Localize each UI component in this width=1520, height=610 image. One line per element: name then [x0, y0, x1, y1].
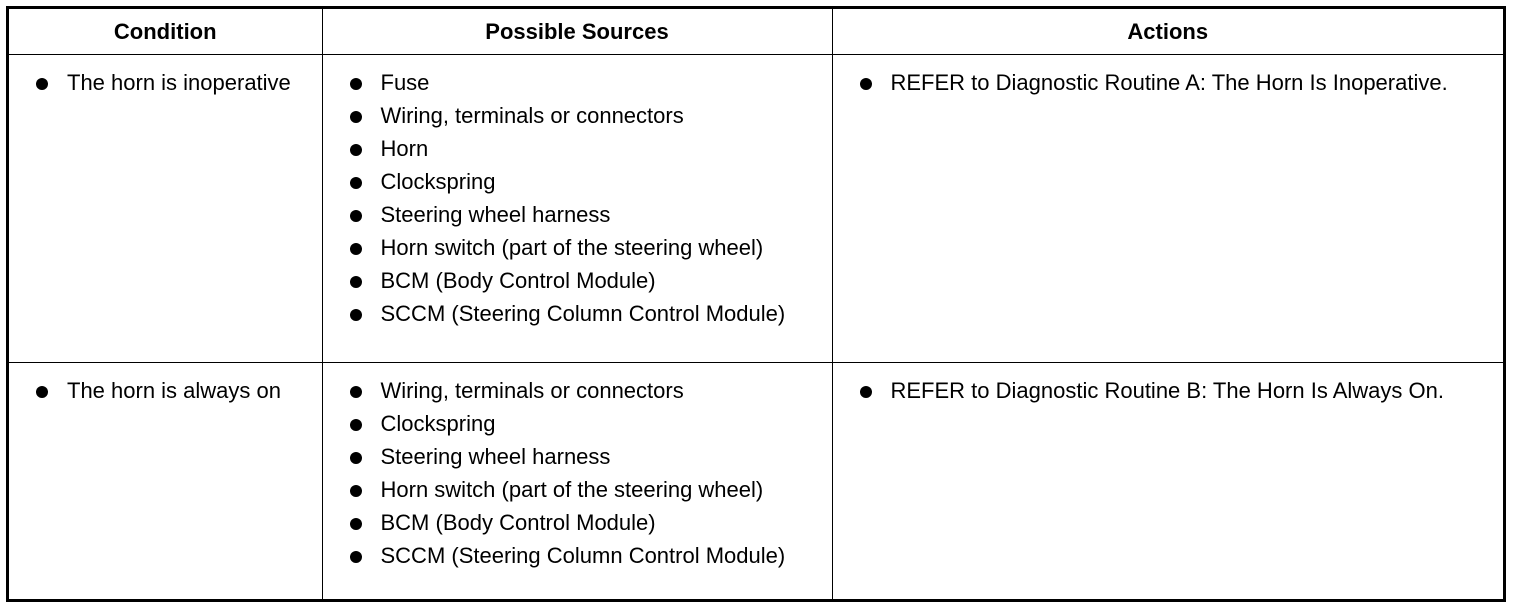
source-text: Fuse	[380, 69, 430, 95]
diagnostic-table-container	[6, 6, 1506, 602]
bullet-icon	[350, 144, 362, 156]
list-item	[33, 376, 314, 406]
sources-list	[323, 363, 832, 571]
action-list	[833, 55, 1504, 98]
source-text: Horn	[380, 135, 429, 161]
source-text: Clockspring	[380, 168, 496, 194]
bullet-icon	[350, 111, 362, 123]
bullet-icon	[350, 452, 362, 464]
condition-list	[9, 363, 322, 406]
source-text: SCCM (Steering Column Control Module)	[380, 542, 786, 568]
bullet-icon	[860, 386, 872, 398]
source-text: Steering wheel harness	[380, 201, 611, 227]
source-text: Horn switch (part of the steering wheel)	[380, 234, 764, 260]
source-text: Wiring, terminals or connectors	[380, 102, 684, 128]
action-cell	[832, 362, 1503, 599]
list-item	[347, 475, 824, 505]
header-possible-sources: Possible Sources	[322, 9, 832, 54]
list-item	[347, 376, 824, 406]
condition-list	[9, 55, 322, 98]
action-text: REFER to Diagnostic Routine B: The Horn Is Always On.	[890, 377, 1444, 403]
action-text: REFER to Diagnostic Routine A: The Horn Is Inoperative.	[890, 69, 1448, 95]
table-row	[9, 54, 1503, 362]
table-header-row	[9, 9, 1503, 54]
list-item	[857, 376, 1496, 406]
sources-list	[323, 55, 832, 329]
bullet-icon	[350, 243, 362, 255]
action-list	[833, 363, 1504, 406]
sources-cell	[322, 362, 832, 599]
source-text: Wiring, terminals or connectors	[380, 377, 684, 403]
header-condition: Condition	[9, 9, 322, 54]
list-item	[347, 68, 824, 98]
list-item	[347, 541, 824, 571]
list-item	[347, 101, 824, 131]
list-item	[347, 233, 824, 263]
source-text: Clockspring	[380, 410, 496, 436]
bullet-icon	[350, 518, 362, 530]
list-item	[347, 200, 824, 230]
list-item	[857, 68, 1496, 98]
table-row	[9, 362, 1503, 599]
bullet-icon	[350, 309, 362, 321]
bullet-icon	[36, 386, 48, 398]
source-text: SCCM (Steering Column Control Module)	[380, 300, 786, 326]
source-text: BCM (Body Control Module)	[380, 267, 656, 293]
list-item	[33, 68, 314, 98]
bullet-icon	[36, 78, 48, 90]
bullet-icon	[350, 210, 362, 222]
sources-cell	[322, 54, 832, 362]
source-text: BCM (Body Control Module)	[380, 509, 656, 535]
list-item	[347, 409, 824, 439]
bullet-icon	[350, 276, 362, 288]
list-item	[347, 299, 824, 329]
symptom-chart-table	[9, 9, 1503, 599]
condition-text: The horn is always on	[67, 377, 281, 403]
condition-cell	[9, 362, 322, 599]
bullet-icon	[350, 78, 362, 90]
condition-text: The horn is inoperative	[67, 69, 291, 95]
list-item	[347, 442, 824, 472]
bullet-icon	[860, 78, 872, 90]
bullet-icon	[350, 419, 362, 431]
source-text: Horn switch (part of the steering wheel)	[380, 476, 764, 502]
list-item	[347, 134, 824, 164]
action-cell	[832, 54, 1503, 362]
bullet-icon	[350, 551, 362, 563]
bullet-icon	[350, 386, 362, 398]
list-item	[347, 167, 824, 197]
bullet-icon	[350, 177, 362, 189]
condition-cell	[9, 54, 322, 362]
source-text: Steering wheel harness	[380, 443, 611, 469]
header-actions: Actions	[832, 9, 1503, 54]
list-item	[347, 266, 824, 296]
list-item	[347, 508, 824, 538]
bullet-icon	[350, 485, 362, 497]
